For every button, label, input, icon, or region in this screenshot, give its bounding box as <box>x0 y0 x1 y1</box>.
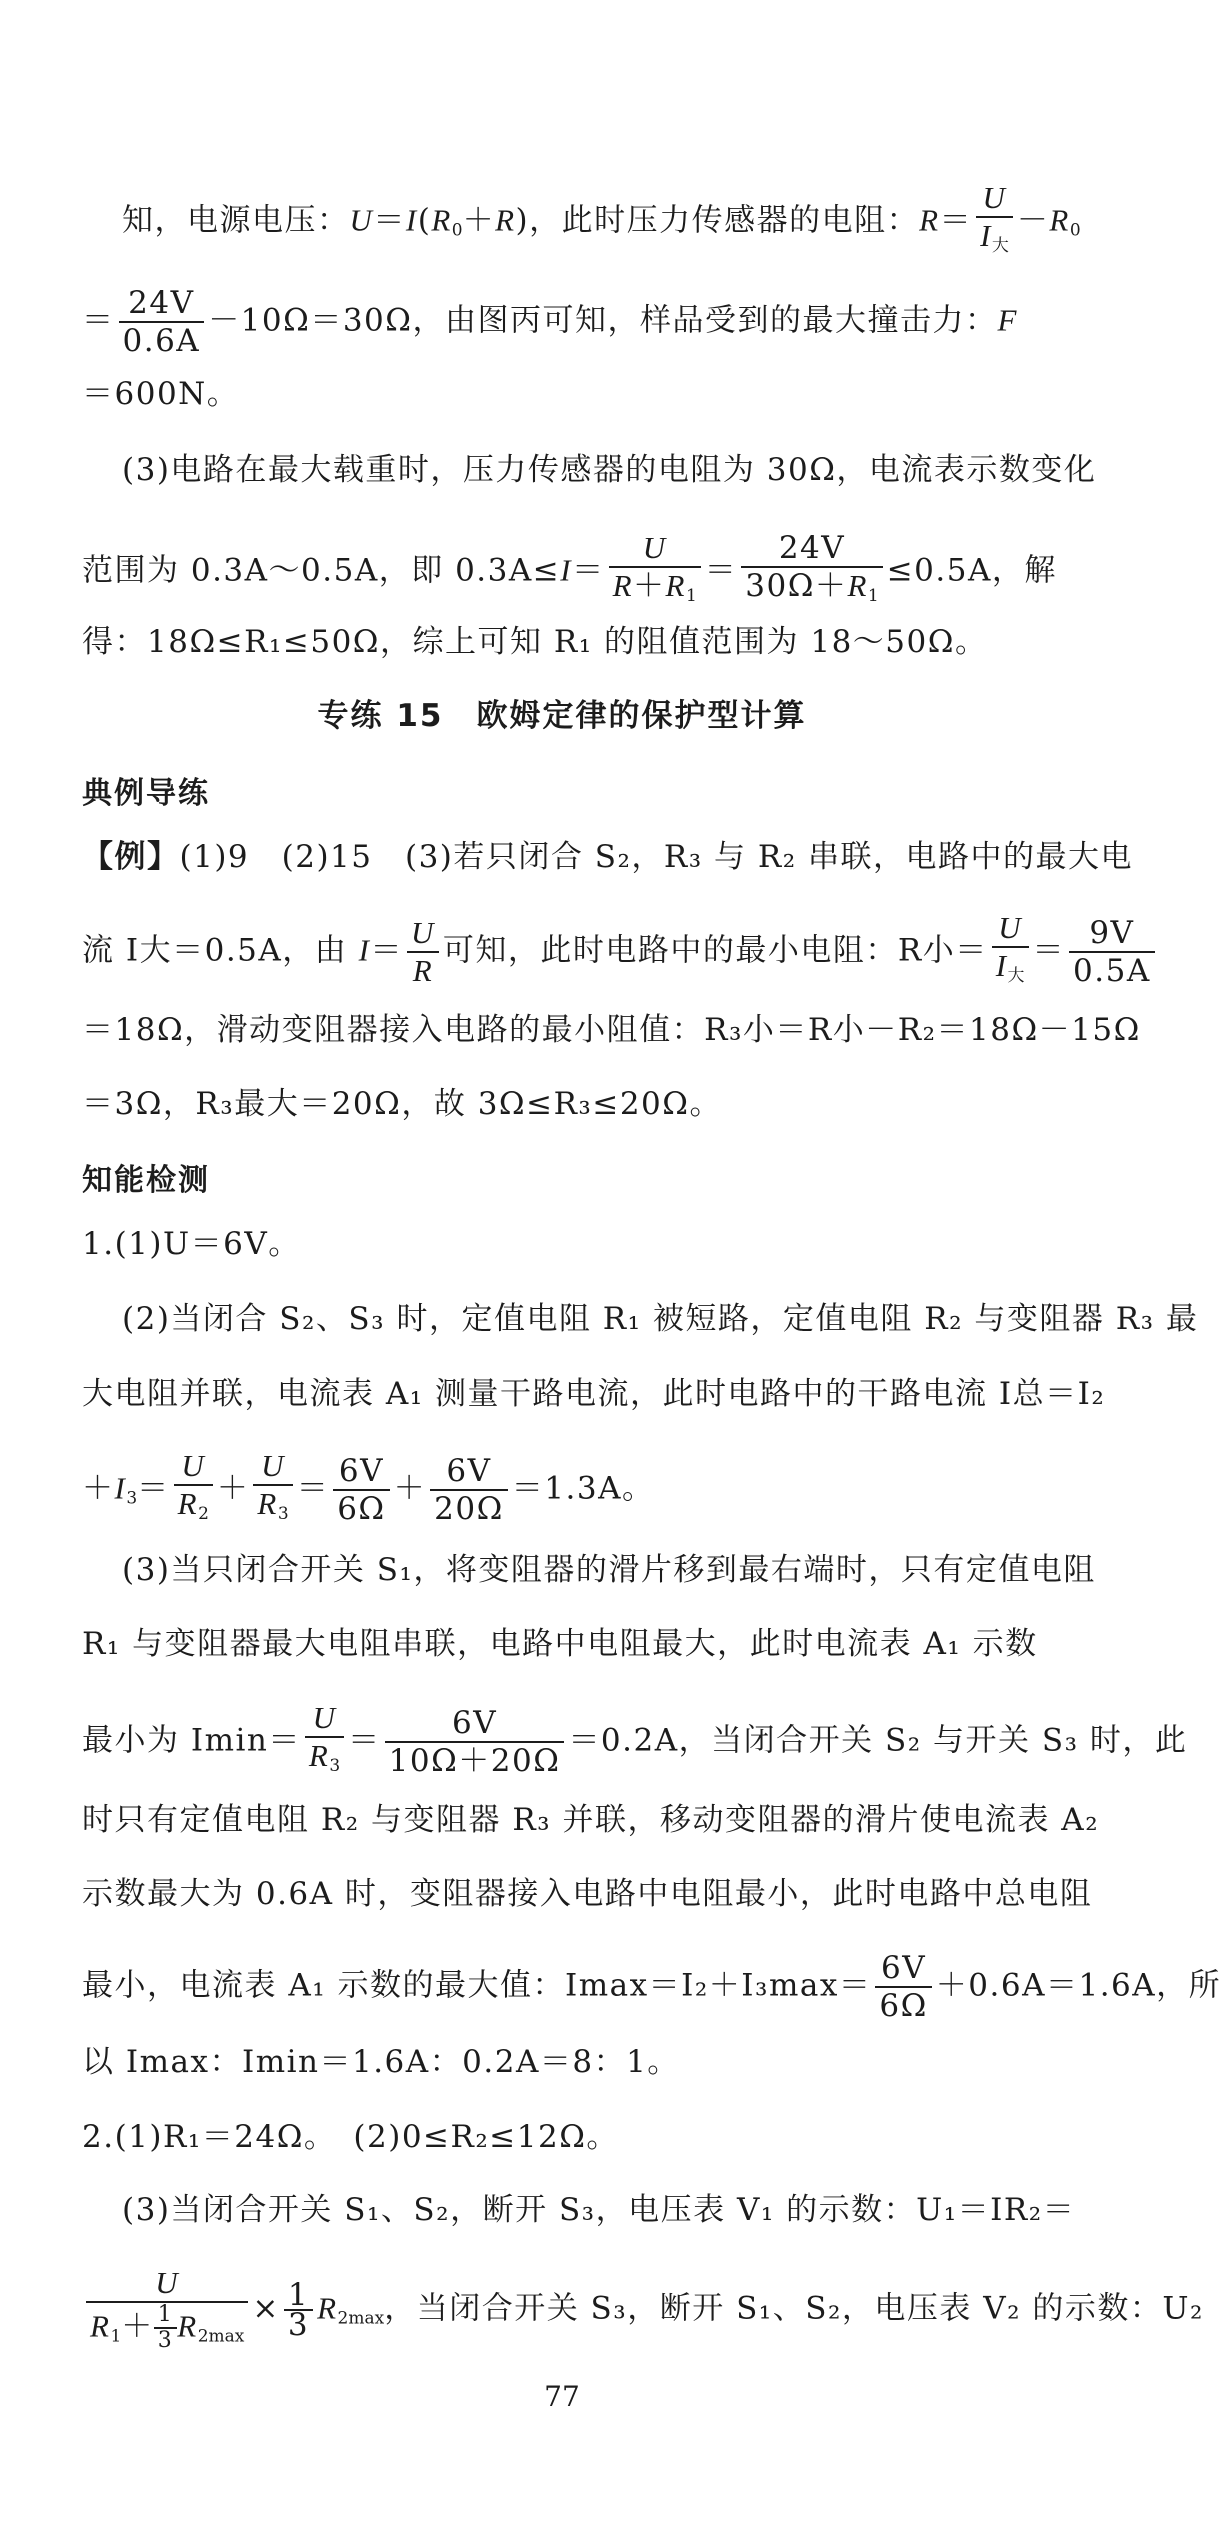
section-title: 专练 15 欧姆定律的保护型计算 <box>317 698 807 734</box>
text-line: U $R_1+$ $\frac{1}{3}$ $R_{2max}$ × $\frac{1}{3}$ $R_{2max}$，当闭合开关 S₃，断开 S₁、S₂，电压表 V₂ 的示数：U₂ <box>82 2265 1084 2355</box>
heading-example: 典例导练 <box>82 776 210 811</box>
text-line: 以 Imax：Imin＝1.6A：0.2A＝8：1。 <box>82 2044 680 2080</box>
text-line: 2.(1)R₁＝24Ω。 (2)0≤R₂≤12Ω。 <box>82 2119 619 2155</box>
text-line: (3)电路在最大载重时，压力传感器的电阻为 30Ω，电流表示数变化 <box>122 452 1097 488</box>
text-line: 得：18Ω≤R₁≤50Ω，综上可知 R₁ 的阻值范围为 18～50Ω。 <box>82 624 988 660</box>
text-line: 最小，电流表 A₁ 示数的最大值：Imax＝I₂＋I₃max＝ $\frac{6V}{6\Omega}$ ＋0.6A＝1.6A，所 <box>82 1950 1221 2024</box>
page-number: 77 <box>544 2380 580 2413</box>
text-line: 最小为 Imin＝ $\frac{U}{R_3}$ ＝ $\frac{6V}{10\Omega+20\Omega}$ ＝0.2A，当闭合开关 S₂ 与开关 S₃ 时，此 <box>82 1700 1188 1779</box>
text-line: 时只有定值电阻 R₂ 与变阻器 R₃ 并联，移动变阻器的滑片使电流表 A₂ <box>82 1802 1100 1838</box>
heading-check: 知能检测 <box>82 1163 210 1198</box>
text-line: 大电阻并联，电流表 A₁ 测量干路电流，此时电路中的干路电流 I总＝I₂ <box>82 1376 1106 1412</box>
text-line: ＝ $\frac{24V}{0.6A}$ －10Ω＝30Ω，由图丙可知，样品受到的最大撞击力：F <box>82 285 1018 359</box>
text-line: 1.(1)U＝6V。 <box>82 1226 301 1262</box>
text-line: 知，电源电压：$U=I(R_0+R)$，此时压力传感器的电阻：R＝ $\frac{U}{I_大}$ $-R_0$ <box>122 180 1081 256</box>
text-line: ＝3Ω，R₃最大＝20Ω，故 3Ω≤R₃≤20Ω。 <box>82 1086 722 1122</box>
text-line: 【例】(1)9 (2)15 (3)若只闭合 S₂，R₃ 与 R₂ 串联，电路中的最大电 <box>82 839 1134 875</box>
text-line: (3)当闭合开关 S₁、S₂，断开 S₃，电压表 V₁ 的示数：U₁＝IR₂＝ <box>122 2192 1076 2228</box>
text-line: ＝600N。 <box>82 376 240 412</box>
text-line: (3)当只闭合开关 S₁，将变阻器的滑片移到最右端时，只有定值电阻 <box>122 1552 1096 1588</box>
text-line: 示数最大为 0.6A 时，变阻器接入电路中电阻最小，此时电路中总电阻 <box>82 1876 1093 1912</box>
text-line: R₁ 与变阻器最大电阻串联，电路中电阻最大，此时电流表 A₁ 示数 <box>82 1626 1038 1662</box>
text-line: 流 I大＝0.5A，由 I＝ $\frac{U}{R}$ 可知，此时电路中的最小电阻：R小＝ $\frac{U}{I_大}$ ＝ $\frac{9V}{0.5A}$ <box>82 910 1084 994</box>
text-line: (2)当闭合 S₂、S₃ 时，定值电阻 R₁ 被短路，定值电阻 R₂ 与变阻器 R₃ 最 <box>122 1301 1199 1337</box>
text-line: $+I_3=$ $\frac{U}{R_2}$ ＋ $\frac{U}{R_3}$ ＝ $\frac{6V}{6\Omega}$ ＋ $\frac{6V}{20\Omega}$ ＝1.3A。 <box>82 1448 655 1527</box>
text-line: ＝18Ω，滑动变阻器接入电路的最小阻值：R₃小＝R小－R₂＝18Ω－15Ω <box>82 1012 1141 1048</box>
text-line: 范围为 0.3A～0.5A，即 0.3A≤I＝ $\frac{U}{R+R_1}$ ＝ $\frac{24V}{30\Omega+R_1}$ ≤0.5A，解 <box>82 530 1057 606</box>
